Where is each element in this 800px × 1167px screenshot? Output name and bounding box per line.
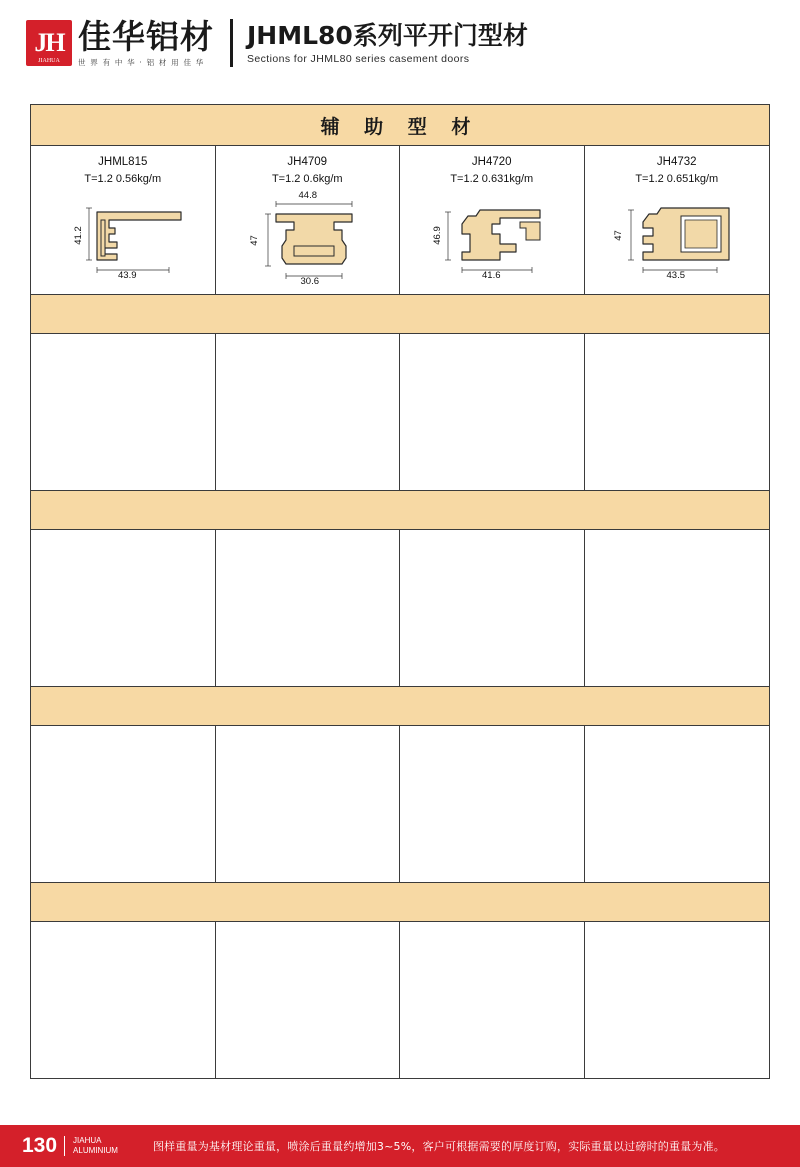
profile-cell-empty[interactable]: [216, 922, 401, 1078]
profile-drawing: [216, 190, 400, 286]
dimension-height: 46.9: [431, 226, 443, 245]
footer-brand: [64, 1136, 118, 1156]
profile-cell[interactable]: [216, 146, 401, 294]
page-number: 130: [22, 1134, 58, 1157]
profile-code: JH4709: [287, 156, 328, 168]
profile-code: JH4720: [471, 156, 512, 168]
logo-mark-text: JH: [34, 28, 64, 57]
page-header: [0, 0, 800, 86]
section-title-band: [31, 105, 769, 146]
profile-section-drawing-jh4709: [216, 190, 401, 286]
profile-drawing: [400, 190, 584, 286]
dimension-bottom: 30.6: [300, 276, 319, 287]
dimension-width: 43.9: [118, 270, 137, 281]
profile-spec: T=1.2 0.631kg/m: [450, 173, 534, 185]
profile-cell-empty[interactable]: [31, 530, 216, 686]
profile-spec: T=1.2 0.651kg/m: [635, 173, 719, 185]
profile-cell-empty[interactable]: [216, 334, 401, 490]
logo-tagline: 世 界 有 中 华 · 铝 材 用 佳 华: [78, 57, 205, 67]
profile-cell-empty[interactable]: [585, 530, 770, 686]
profile-cell-empty[interactable]: [31, 726, 216, 882]
profile-header: [400, 146, 584, 188]
header-title-block: [247, 22, 528, 65]
table-row: [31, 922, 769, 1078]
footer-brand-cn: JIAHUA: [73, 1136, 102, 1145]
header-divider: [230, 19, 233, 67]
brand-logo: [26, 16, 214, 68]
logo-text-block: [78, 16, 214, 68]
table-row: [31, 146, 769, 295]
dimension-height: 41.2: [72, 226, 84, 245]
section-band: [31, 491, 769, 530]
section-band: [31, 687, 769, 726]
dimension-height: 47: [612, 230, 624, 241]
footer-note: 图样重量为基材理论重量，喷涂后重量约增加3~5%，客户可根据需要的厚度订购，实际重量以过磅时的重量为准。: [152, 1140, 725, 1153]
profile-drawing: [31, 190, 215, 286]
profile-cell-empty[interactable]: [216, 530, 401, 686]
table-row: [31, 726, 769, 883]
dimension-top: 44.8: [298, 190, 317, 201]
page-footer: [0, 1125, 800, 1167]
profile-cell-empty[interactable]: [31, 922, 216, 1078]
profile-cell-empty[interactable]: [400, 530, 585, 686]
profile-code: JHML815: [98, 156, 148, 168]
profile-code: JH4732: [656, 156, 697, 168]
profile-cell-empty[interactable]: [400, 726, 585, 882]
profile-cell[interactable]: [400, 146, 585, 294]
page-subtitle: Sections for JHML80 series casement doors: [247, 52, 470, 65]
profile-spec: T=1.2 0.6kg/m: [271, 173, 343, 185]
profile-table: [30, 104, 770, 1079]
section-band: [31, 295, 769, 334]
profile-spec: T=1.2 0.56kg/m: [84, 173, 162, 185]
dimension-width: 43.5: [666, 270, 685, 281]
profile-header: [585, 146, 770, 188]
profile-header: [31, 146, 215, 188]
profile-cell-empty[interactable]: [585, 726, 770, 882]
profile-cell-empty[interactable]: [585, 922, 770, 1078]
logo-mark-wrap: [26, 20, 72, 66]
profile-cell-empty[interactable]: [400, 922, 585, 1078]
page-title: JHML80系列平开门型材: [247, 20, 528, 50]
profile-header: [216, 146, 400, 188]
profile-cell[interactable]: [585, 146, 770, 294]
profile-drawing: [585, 190, 770, 286]
profile-cell-empty[interactable]: [585, 334, 770, 490]
logo-company-name: 佳华铝材: [78, 16, 214, 56]
logo-mark-sub-text: JIAHUA: [38, 58, 60, 64]
section-band: [31, 883, 769, 922]
dimension-height: 47: [248, 235, 260, 246]
dimension-width: 41.6: [482, 270, 501, 281]
profile-cell[interactable]: [31, 146, 216, 294]
profile-cell-empty[interactable]: [31, 334, 216, 490]
profile-cell-empty[interactable]: [216, 726, 401, 882]
jh-logo-icon: [26, 20, 72, 66]
footer-brand-en: ALUMINIUM: [73, 1146, 118, 1155]
profile-cell-empty[interactable]: [400, 334, 585, 490]
table-row: [31, 334, 769, 491]
section-title-text: 辅 助 型 材: [320, 115, 480, 138]
table-row: [31, 530, 769, 687]
